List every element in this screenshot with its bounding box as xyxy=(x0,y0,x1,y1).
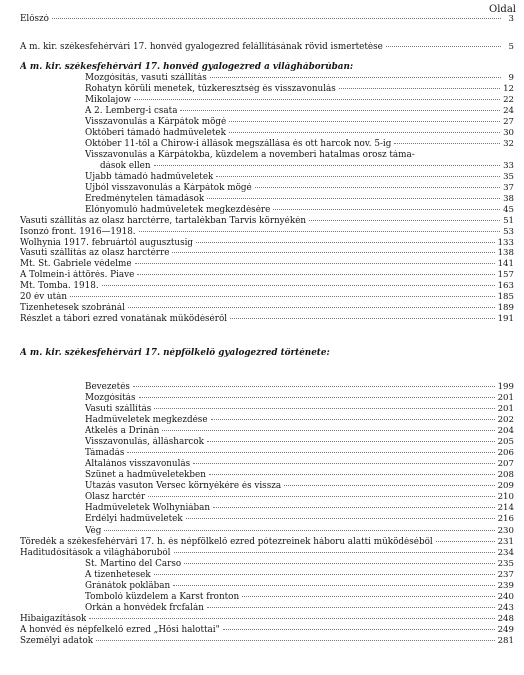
dot-leader xyxy=(172,252,494,253)
toc-entry xyxy=(20,259,514,270)
toc-page-number: 189 xyxy=(497,303,514,313)
dot-leader xyxy=(213,507,495,508)
dot-leader xyxy=(148,496,494,497)
toc-entry-title: Utazás vasuton Versec környékére és vissza xyxy=(85,481,282,491)
toc-entry xyxy=(20,636,514,647)
toc-page-number: 209 xyxy=(497,481,514,491)
toc-entry-title: Rohatyn körüli menetek, tűzkeresztség és visszavonulás xyxy=(85,84,336,94)
toc-page-number: 204 xyxy=(497,426,514,436)
toc-entry xyxy=(20,14,514,25)
toc-entry xyxy=(100,161,514,172)
toc-page-number: 231 xyxy=(497,537,514,547)
toc-entry xyxy=(85,73,514,84)
toc-entry-title: Vasuti szállítás az olasz harctérre xyxy=(20,248,170,258)
toc-page-number: 138 xyxy=(497,248,514,258)
toc-page-number: 201 xyxy=(497,404,514,414)
toc-entry xyxy=(20,314,514,325)
toc-entry-title: Gránátok pokläban xyxy=(85,581,171,591)
toc-page-number: 53 xyxy=(503,227,514,237)
toc-page-number: 206 xyxy=(497,448,514,458)
dot-leader xyxy=(134,99,500,100)
toc-entry-title: Mikolajow xyxy=(85,95,132,105)
toc-entry-title: A 2. Lemberg-i csata xyxy=(85,106,178,116)
toc-entry xyxy=(85,106,514,117)
toc-page-number: 281 xyxy=(497,636,514,646)
toc-entry-title: Előszó xyxy=(20,14,49,24)
toc-entry-title: Október 11-től a Chirow-i állások megszállása és ott harcok nov. 5-ig xyxy=(85,139,392,149)
toc-page-number: 37 xyxy=(503,183,514,193)
dot-leader xyxy=(137,274,494,275)
toc-entry-title: Előnyomuló hadműveletek megkezdésére xyxy=(85,205,271,215)
toc-entry xyxy=(85,448,514,459)
toc-entry xyxy=(85,95,514,106)
toc-page-number: 51 xyxy=(503,216,514,226)
toc-section-heading xyxy=(20,348,514,359)
toc-page-number: 249 xyxy=(497,625,514,635)
toc-page-number: 208 xyxy=(497,470,514,480)
toc-entry xyxy=(85,128,514,139)
toc-entry xyxy=(20,303,514,314)
toc-entry-title: 20 év után xyxy=(20,292,68,302)
toc-entry-title: Vasuti szállítás az olasz harctérre, tartalékban Tarvis környékén xyxy=(20,216,307,226)
toc-entry-title: Hadműveletek megkezdése xyxy=(85,415,208,425)
dot-leader xyxy=(180,110,500,111)
dot-leader xyxy=(339,88,500,89)
dot-leader xyxy=(193,463,494,464)
toc-entry xyxy=(85,183,514,194)
toc-entry-title: Eredménytelen támadások xyxy=(85,194,205,204)
dot-leader xyxy=(242,596,494,597)
toc-entry-title: Visszavonulás a Kárpátok mögé xyxy=(85,117,227,127)
toc-entry-title: A m. kir. székesfehérvári 17. honvéd gyalogezred felállításának rövid ismertetése xyxy=(20,42,383,52)
dot-leader xyxy=(139,231,500,232)
toc-entry xyxy=(20,248,514,259)
toc-page-number: 3 xyxy=(508,14,514,24)
toc-page-number: 27 xyxy=(503,117,514,127)
dot-leader xyxy=(230,318,495,319)
dot-leader xyxy=(394,143,500,144)
toc-entry xyxy=(20,281,514,292)
toc-page-number: 141 xyxy=(497,259,514,269)
dot-leader xyxy=(273,209,500,210)
toc-page-number: 38 xyxy=(503,194,514,204)
toc-entry xyxy=(20,537,514,548)
dot-leader xyxy=(135,263,495,264)
toc-page-number: 234 xyxy=(497,548,514,558)
toc-page-number: 214 xyxy=(497,503,514,513)
toc-entry xyxy=(85,172,514,183)
dot-leader xyxy=(229,132,500,133)
toc-entry-title: Haditudósítások a világháboruból xyxy=(20,548,171,558)
dot-leader xyxy=(174,552,495,553)
toc-page-number: 157 xyxy=(497,270,514,280)
toc-entry xyxy=(85,437,514,448)
toc-entry xyxy=(85,150,514,161)
toc-page-number: 237 xyxy=(497,570,514,580)
toc-page-number: 248 xyxy=(497,614,514,624)
toc-entry-title: Ujból visszavonulás a Kárpátok mögé xyxy=(85,183,252,193)
toc-entry-title: Mt. St. Gabriele védelme xyxy=(20,259,132,269)
toc-entry xyxy=(85,503,514,514)
toc-page-number: 201 xyxy=(497,393,514,403)
dot-leader xyxy=(89,618,494,619)
dot-leader xyxy=(52,18,501,19)
toc-page-number: 9 xyxy=(508,73,514,83)
toc-entry-title: Visszavonulás, állásharcok xyxy=(85,437,204,447)
toc-page-number: 239 xyxy=(497,581,514,591)
dot-leader xyxy=(196,242,495,243)
toc-entry-title: St. Martino del Carso xyxy=(85,559,182,569)
toc-page-number: 24 xyxy=(503,106,514,116)
toc-entry-title: Tomboló küzdelem a Karst fronton xyxy=(85,592,240,602)
dot-leader xyxy=(104,530,494,531)
toc-entry-title: Vég xyxy=(85,526,102,536)
toc-entry-title: Visszavonulás a Kárpátokba, küzdelem a novemberi hatalmas orosz táma- xyxy=(85,150,415,160)
toc-entry xyxy=(20,625,514,636)
toc-page-number: 5 xyxy=(508,42,514,52)
toc-entry xyxy=(85,382,514,393)
dot-leader xyxy=(223,629,495,630)
toc-entry-title: Erdélyi hadműveletek xyxy=(85,514,183,524)
toc-entry-title: Támadás xyxy=(85,448,125,458)
toc-entry-title: Mozgósítás, vasuti szállítás xyxy=(85,73,207,83)
toc-entry xyxy=(85,592,514,603)
toc-entry xyxy=(85,581,514,592)
toc-page-number: 12 xyxy=(503,84,514,94)
toc-entry-title: A honvéd és népfelkelő ezred „Hősi halottai" xyxy=(20,625,220,635)
dot-leader xyxy=(139,397,495,398)
dot-leader xyxy=(128,307,495,308)
toc-entry-title: Bevezetés xyxy=(85,382,130,392)
toc-entry-title: A m. kir. székesfehérvári 17. népfölkelő gyalogezred története: xyxy=(20,348,330,358)
toc-entry xyxy=(85,492,514,503)
dot-leader xyxy=(309,220,500,221)
dot-leader xyxy=(436,541,495,542)
dot-leader xyxy=(216,176,500,177)
toc-page-number: 35 xyxy=(503,172,514,182)
toc-entry-title: Átkelés a Drinán xyxy=(85,426,160,436)
dot-leader xyxy=(154,574,495,575)
toc-entry xyxy=(20,614,514,625)
toc-entry xyxy=(20,270,514,281)
toc-entry-title: Hibaigazítások xyxy=(20,614,87,624)
toc-entry-title: Szünet a hadműveletekben xyxy=(85,470,206,480)
toc-entry xyxy=(85,570,514,581)
toc-entry xyxy=(85,603,514,614)
toc-entry-title: Wolhynia 1917. februártól augusztusig xyxy=(20,238,194,248)
page-column-header: Oldal xyxy=(489,4,516,15)
toc-entry xyxy=(85,426,514,437)
toc-page-number: 30 xyxy=(503,128,514,138)
toc-page-number: 33 xyxy=(503,161,514,171)
toc-entry-title: Mozgósítás xyxy=(85,393,136,403)
toc-page-number: 235 xyxy=(497,559,514,569)
toc-entry xyxy=(20,216,514,227)
toc-entry xyxy=(85,481,514,492)
dot-leader xyxy=(229,121,500,122)
toc-entry-title: dások ellen xyxy=(100,161,151,171)
toc-entry-title: Töredék a székesfehérvári 17. h. és népfölkelő ezred pótezreinek háboru alatti működéséből xyxy=(20,537,433,547)
toc-entry xyxy=(85,84,514,95)
toc-page-number: 185 xyxy=(497,292,514,302)
dot-leader xyxy=(207,607,495,608)
dot-leader xyxy=(154,165,501,166)
dot-leader xyxy=(211,419,495,420)
toc-page-number: 199 xyxy=(497,382,514,392)
toc-entry-title: Általános visszavonulás xyxy=(85,459,191,469)
toc-page-number: 32 xyxy=(503,139,514,149)
toc-page-number: 207 xyxy=(497,459,514,469)
toc-entry-title: A Tolmein-i áttörés. Piave xyxy=(20,270,135,280)
toc-entry-title: Olasz harctér xyxy=(85,492,146,502)
toc-entry-title: Személyi adatok xyxy=(20,636,94,646)
toc-page-number: 202 xyxy=(497,415,514,425)
toc-entry-title: Orkán a honvédek frcfalán xyxy=(85,603,204,613)
dot-leader xyxy=(186,518,495,519)
toc-entry xyxy=(20,548,514,559)
toc-entry xyxy=(85,526,514,537)
dot-leader xyxy=(96,640,495,641)
toc-entry xyxy=(85,117,514,128)
toc-entry-title: Mt. Tomba. 1918. xyxy=(20,281,99,291)
dot-leader xyxy=(207,198,500,199)
dot-leader xyxy=(102,285,495,286)
dot-leader xyxy=(255,187,500,188)
dot-leader xyxy=(209,474,495,475)
toc-entry-title: Részlet a tábori ezred vonatának működéséről xyxy=(20,314,228,324)
toc-entry xyxy=(85,139,514,150)
toc-entry xyxy=(85,393,514,404)
dot-leader xyxy=(162,430,494,431)
toc-page-number: 243 xyxy=(497,603,514,613)
toc-entry xyxy=(85,470,514,481)
toc-page-number: 45 xyxy=(503,205,514,215)
toc-entry xyxy=(85,514,514,525)
toc-entry-title: A tizenhetesek xyxy=(85,570,151,580)
toc-page-number: 210 xyxy=(497,492,514,502)
toc-page-number: 240 xyxy=(497,592,514,602)
toc-entry-title: Októberi támadó hadműveletek xyxy=(85,128,226,138)
dot-leader xyxy=(210,77,501,78)
dot-leader xyxy=(70,296,495,297)
dot-leader xyxy=(133,386,495,387)
toc-page-number: 22 xyxy=(503,95,514,105)
toc-entry xyxy=(85,459,514,470)
toc-entry-title: Ujabb támadó hadműveletek xyxy=(85,172,214,182)
toc-entry xyxy=(85,415,514,426)
toc-entry xyxy=(20,227,514,238)
toc-entry-title: Isonzó front. 1916—1918. xyxy=(20,227,136,237)
toc-entry-title: A m. kir. székesfehérvári 17. honvéd gyalogezred a világháborúban: xyxy=(20,62,354,72)
toc-entry xyxy=(85,205,514,216)
dot-leader xyxy=(154,408,494,409)
dot-leader xyxy=(173,585,494,586)
toc-entry-title: Tizenhetesek szobránál xyxy=(20,303,125,313)
dot-leader xyxy=(127,452,494,453)
toc-section-heading xyxy=(20,62,514,73)
dot-leader xyxy=(184,563,494,564)
toc-entry xyxy=(85,404,514,415)
dot-leader xyxy=(386,46,501,47)
toc-entry-title: Vasuti szállítás xyxy=(85,404,152,414)
toc-page-number: 191 xyxy=(497,314,514,324)
toc-entry xyxy=(85,559,514,570)
toc-entry-title: Hadműveletek Wolhyniában xyxy=(85,503,211,513)
dot-leader xyxy=(207,441,495,442)
toc-page-number: 230 xyxy=(497,526,514,536)
dot-leader xyxy=(284,485,494,486)
toc-page-number: 205 xyxy=(497,437,514,447)
toc-entry xyxy=(20,292,514,303)
toc-page-number: 163 xyxy=(497,281,514,291)
toc-page-number: 216 xyxy=(497,514,514,524)
toc-entry xyxy=(20,42,514,53)
toc-entry xyxy=(85,194,514,205)
toc-page-number: 133 xyxy=(497,238,514,248)
